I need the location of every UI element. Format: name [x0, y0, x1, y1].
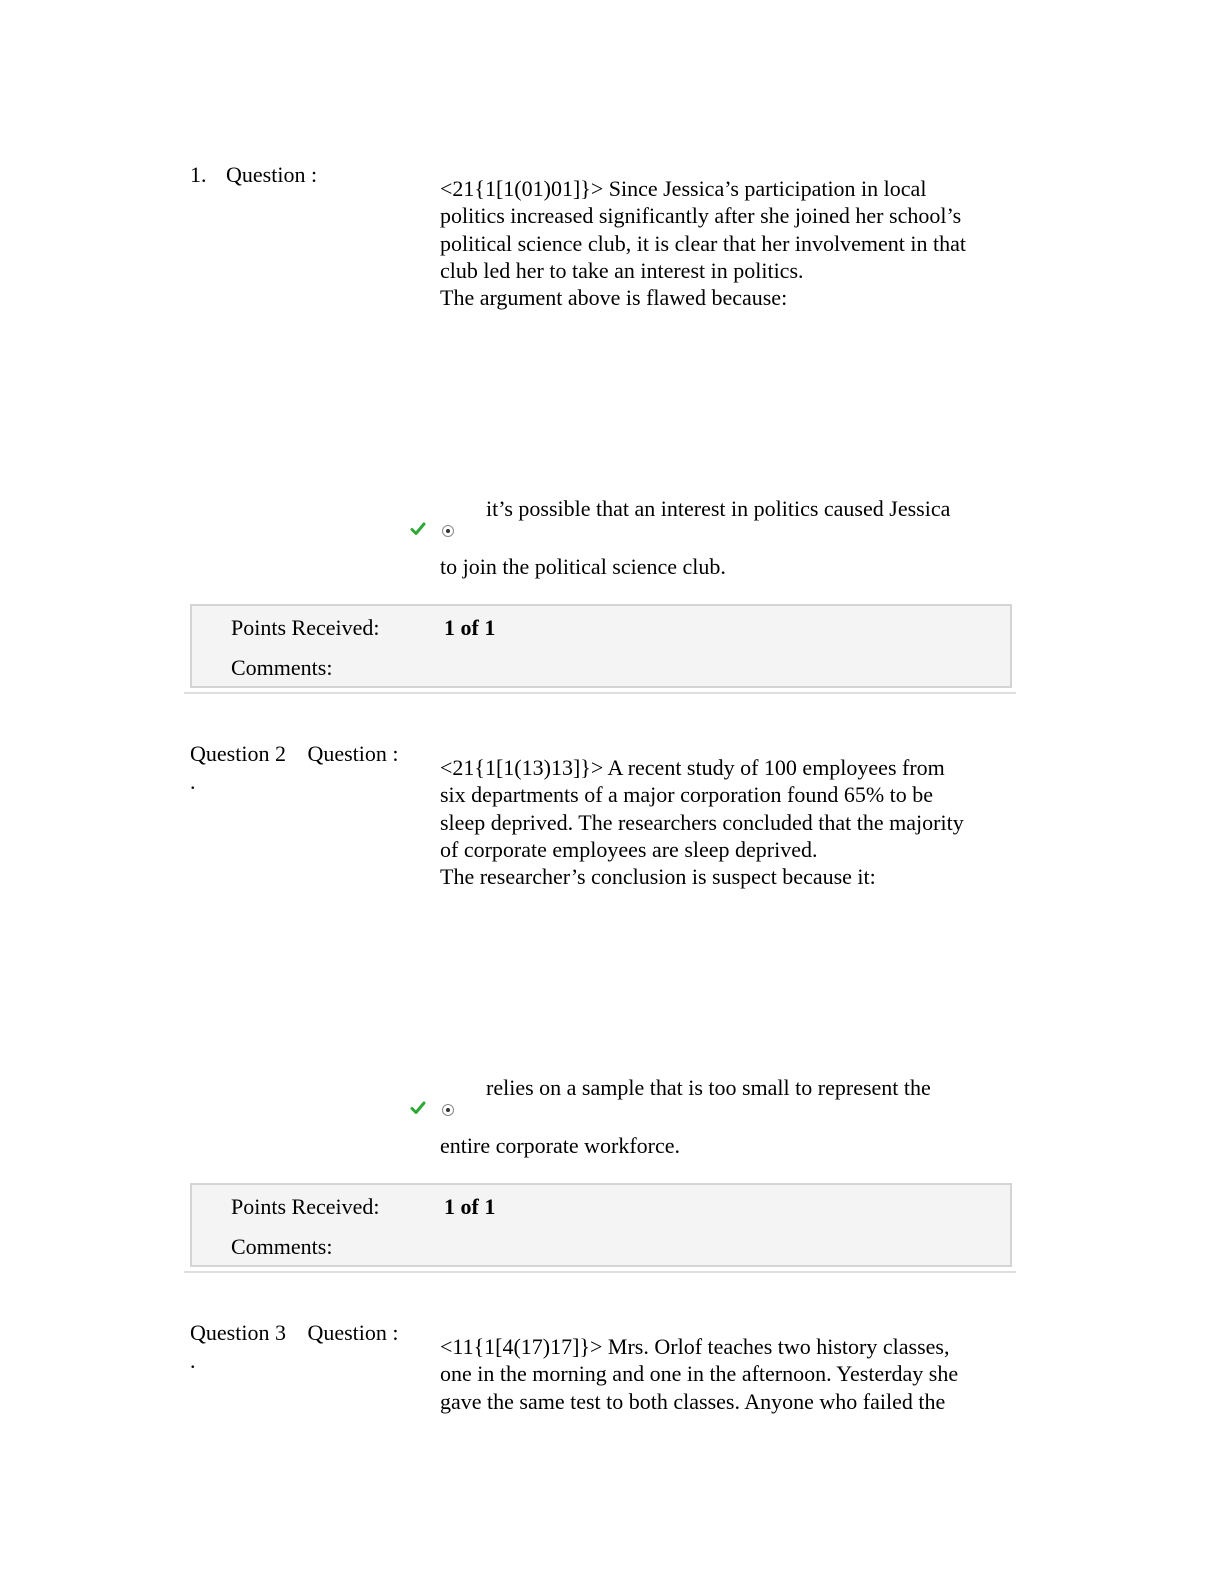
question-text-line: politics increased significantly after she joined her school’s [440, 203, 962, 229]
radio-selected-icon[interactable] [442, 1104, 454, 1116]
question-text-line: <11{1[4(17)17]}> Mrs. Orlof teaches two history classes, [440, 1334, 950, 1359]
answer-text-line: it’s possible that an interest in politics caused Jessica [486, 496, 951, 521]
question-text-line: one in the morning and one in the afternoon. Yesterday she [440, 1361, 959, 1387]
question-number-dot: . [190, 769, 196, 794]
question-text [440, 754, 1020, 890]
checkmark-icon [410, 1100, 426, 1116]
question-label [190, 740, 399, 767]
comments-label: Comments: [231, 655, 333, 680]
points-received-label: Points Received: [231, 1194, 380, 1219]
question-word: Question : [226, 162, 318, 187]
answer-text-line: to join the political science club. [440, 554, 726, 579]
question-number-dot: . [190, 1348, 196, 1373]
question-text-line: The argument above is flawed because: [440, 285, 788, 311]
question-text-line: club led her to take an interest in politics. [440, 257, 804, 283]
question-text-line: <21{1[1(01)01]}> Since Jessica’s participation in local [440, 176, 927, 201]
points-received-value: 1 of 1 [444, 1194, 496, 1219]
checkmark-icon [410, 521, 426, 537]
question-text-line: political science club, it is clear that her involvement in that [440, 230, 966, 256]
question-word: Question : [307, 741, 399, 766]
separator [184, 1271, 1016, 1273]
points-box [190, 1183, 1012, 1267]
question-text-line: gave the same test to both classes. Anyone who failed the [440, 1388, 946, 1414]
points-received-label: Points Received: [231, 615, 380, 640]
question-text-line: sleep deprived. The researchers concluded that the majority [440, 809, 964, 835]
question-text-line: <21{1[1(13)13]}> A recent study of 100 employees from [440, 755, 945, 780]
comments-label: Comments: [231, 1234, 333, 1259]
question-word: Question : [307, 1320, 399, 1345]
question-number: Question 2 [190, 741, 286, 766]
question-text-line: six departments of a major corporation found 65% to be [440, 782, 934, 808]
question-text [440, 1333, 1020, 1415]
points-box [190, 604, 1012, 688]
question-number: 1. [190, 162, 207, 187]
question-number: Question 3 [190, 1320, 286, 1345]
question-text [440, 175, 1020, 311]
points-received-value: 1 of 1 [444, 615, 496, 640]
radio-selected-icon[interactable] [442, 525, 454, 537]
answer-text-line: entire corporate workforce. [440, 1133, 681, 1158]
question-text-line: of corporate employees are sleep deprived. [440, 836, 818, 862]
separator [184, 692, 1016, 694]
answer-text-line: relies on a sample that is too small to represent the [486, 1075, 931, 1100]
question-text-line: The researcher’s conclusion is suspect because it: [440, 864, 876, 890]
question-label [190, 161, 317, 188]
question-label [190, 1319, 399, 1346]
